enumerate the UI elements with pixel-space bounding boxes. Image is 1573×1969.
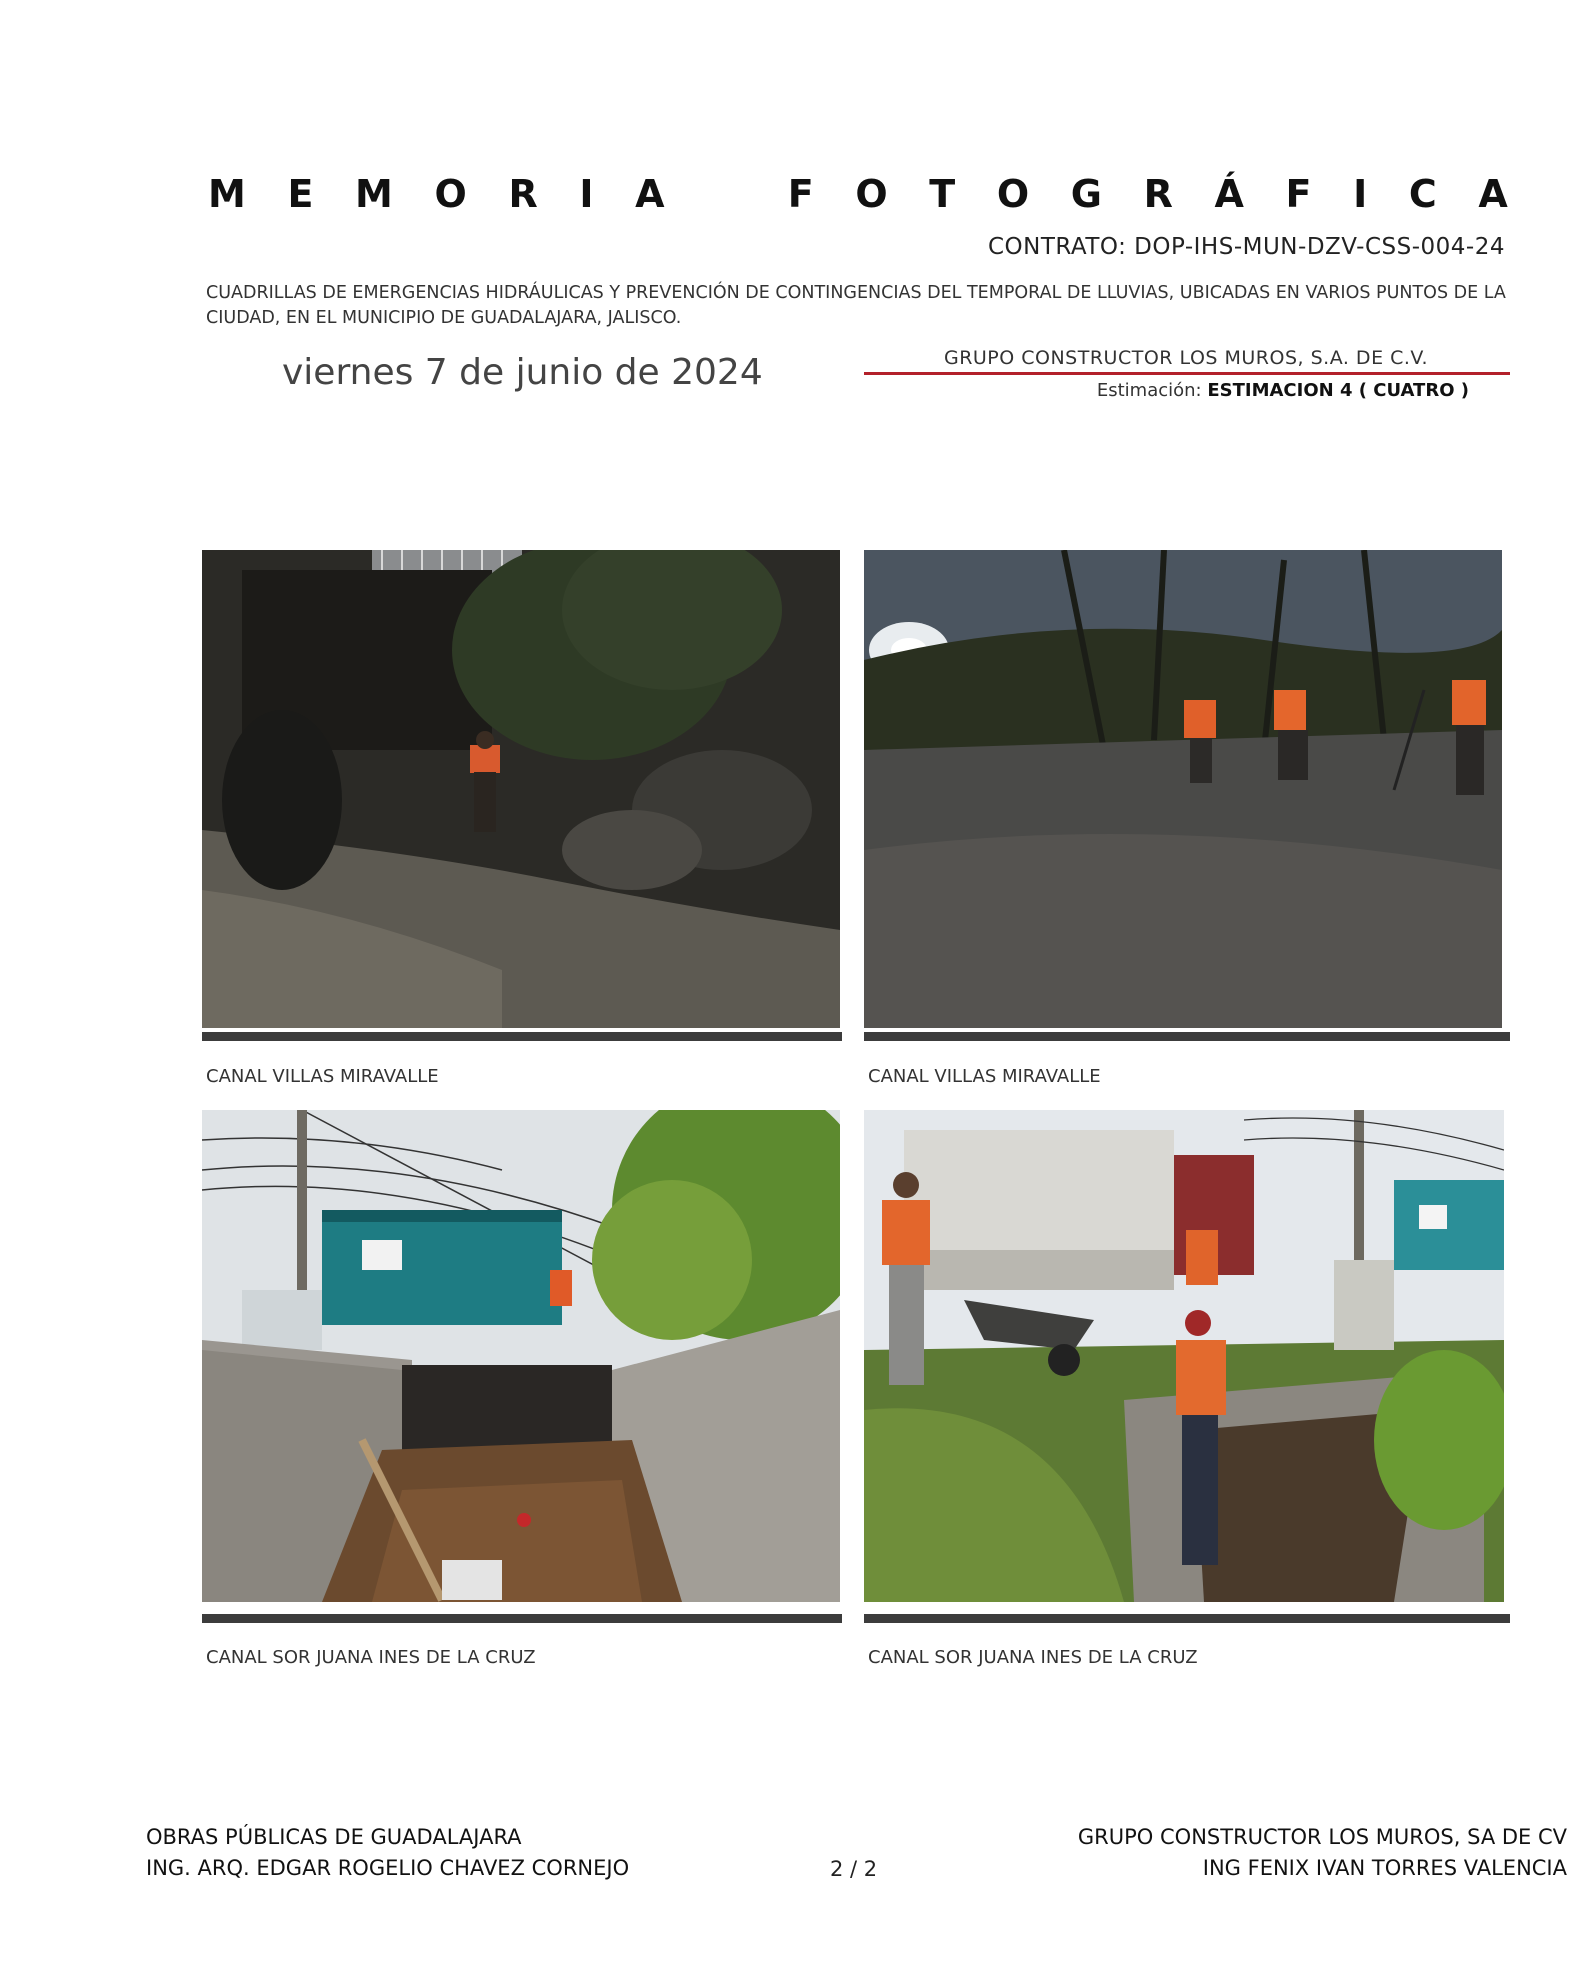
title-letter-memoria-6: A [635, 172, 665, 216]
title-letter-fotografica-5: R [1143, 172, 1173, 216]
title-letter-fotografica-6: Á [1214, 172, 1244, 216]
document-title [208, 172, 1508, 216]
footer-left-line2: ING. ARQ. EDGAR ROGELIO CHAVEZ CORNEJO [146, 1856, 630, 1880]
title-letter-fotografica-3: O [996, 172, 1030, 216]
title-letter-memoria-3: O [434, 172, 467, 216]
contract-number: CONTRATO: DOP-IHS-MUN-DZV-CSS-004-24 [987, 234, 1505, 260]
title-letter-fotografica-8: I [1353, 172, 1368, 216]
footer-right-line2: ING FENIX IVAN TORRES VALENCIA [1202, 1856, 1567, 1880]
photo-3-bar [202, 1614, 842, 1623]
estimation-value: ESTIMACION 4 ( CUATRO ) [1207, 380, 1469, 401]
title-letter-memoria-0: M [208, 172, 246, 216]
company-name: GRUPO CONSTRUCTOR LOS MUROS, S.A. DE C.V. [943, 347, 1429, 369]
photo-night-crew-shovels [864, 550, 1502, 1028]
estimation [1097, 380, 1469, 401]
title-letter-fotografica-7: F [1285, 172, 1312, 216]
title-word-gap [706, 172, 746, 216]
photo-3-caption: CANAL SOR JUANA INES DE LA CRUZ [206, 1647, 536, 1668]
footer-right-line1: GRUPO CONSTRUCTOR LOS MUROS, SA DE CV [1077, 1825, 1567, 1849]
project-description: CUADRILLAS DE EMERGENCIAS HIDRÁULICAS Y PREVENCIÓN DE CONTINGENCIAS DEL TEMPORAL DE LLUVIAS, UBICADAS EN VARIOS PUNTOS DE LA CIUDAD, EN EL MUNICIPIO DE GUADALAJARA, JALISCO. [206, 283, 1506, 328]
title-letter-fotografica-4: G [1070, 172, 1102, 216]
photo-night-canal-worker [202, 550, 840, 1028]
footer-right [1078, 1822, 1567, 1884]
title-letter-memoria-1: E [287, 172, 314, 216]
header-divider [864, 372, 1510, 375]
title-letter-memoria-4: R [508, 172, 538, 216]
title-letter-memoria-2: M [355, 172, 393, 216]
footer-left-line1: OBRAS PÚBLICAS DE GUADALAJARA [146, 1825, 522, 1849]
title-letter-fotografica-2: T [929, 172, 956, 216]
report-date: viernes 7 de junio de 2024 [282, 352, 763, 393]
photo-3 [202, 1110, 840, 1602]
title-letter-fotografica-0: F [787, 172, 814, 216]
photo-crew-wheelbarrow-canal [864, 1110, 1504, 1602]
page-number: 2 / 2 [830, 1857, 878, 1881]
photo-1-caption: CANAL VILLAS MIRAVALLE [206, 1066, 439, 1087]
estimation-label: Estimación: [1096, 380, 1202, 401]
photo-1-bar [202, 1032, 842, 1041]
photo-4-bar [864, 1614, 1510, 1623]
photo-2 [864, 550, 1502, 1028]
photo-2-caption: CANAL VILLAS MIRAVALLE [868, 1066, 1101, 1087]
title-letter-fotografica-9: C [1408, 172, 1437, 216]
photo-2-bar [864, 1032, 1510, 1041]
title-letter-memoria-5: I [579, 172, 594, 216]
photo-4 [864, 1110, 1504, 1602]
title-letter-fotografica-10: A [1478, 172, 1508, 216]
photo-4-caption: CANAL SOR JUANA INES DE LA CRUZ [868, 1647, 1198, 1668]
photo-1 [202, 550, 840, 1028]
footer-left [146, 1822, 629, 1884]
photo-canal-debris-teal-house [202, 1110, 840, 1602]
title-letter-fotografica-1: O [855, 172, 888, 216]
